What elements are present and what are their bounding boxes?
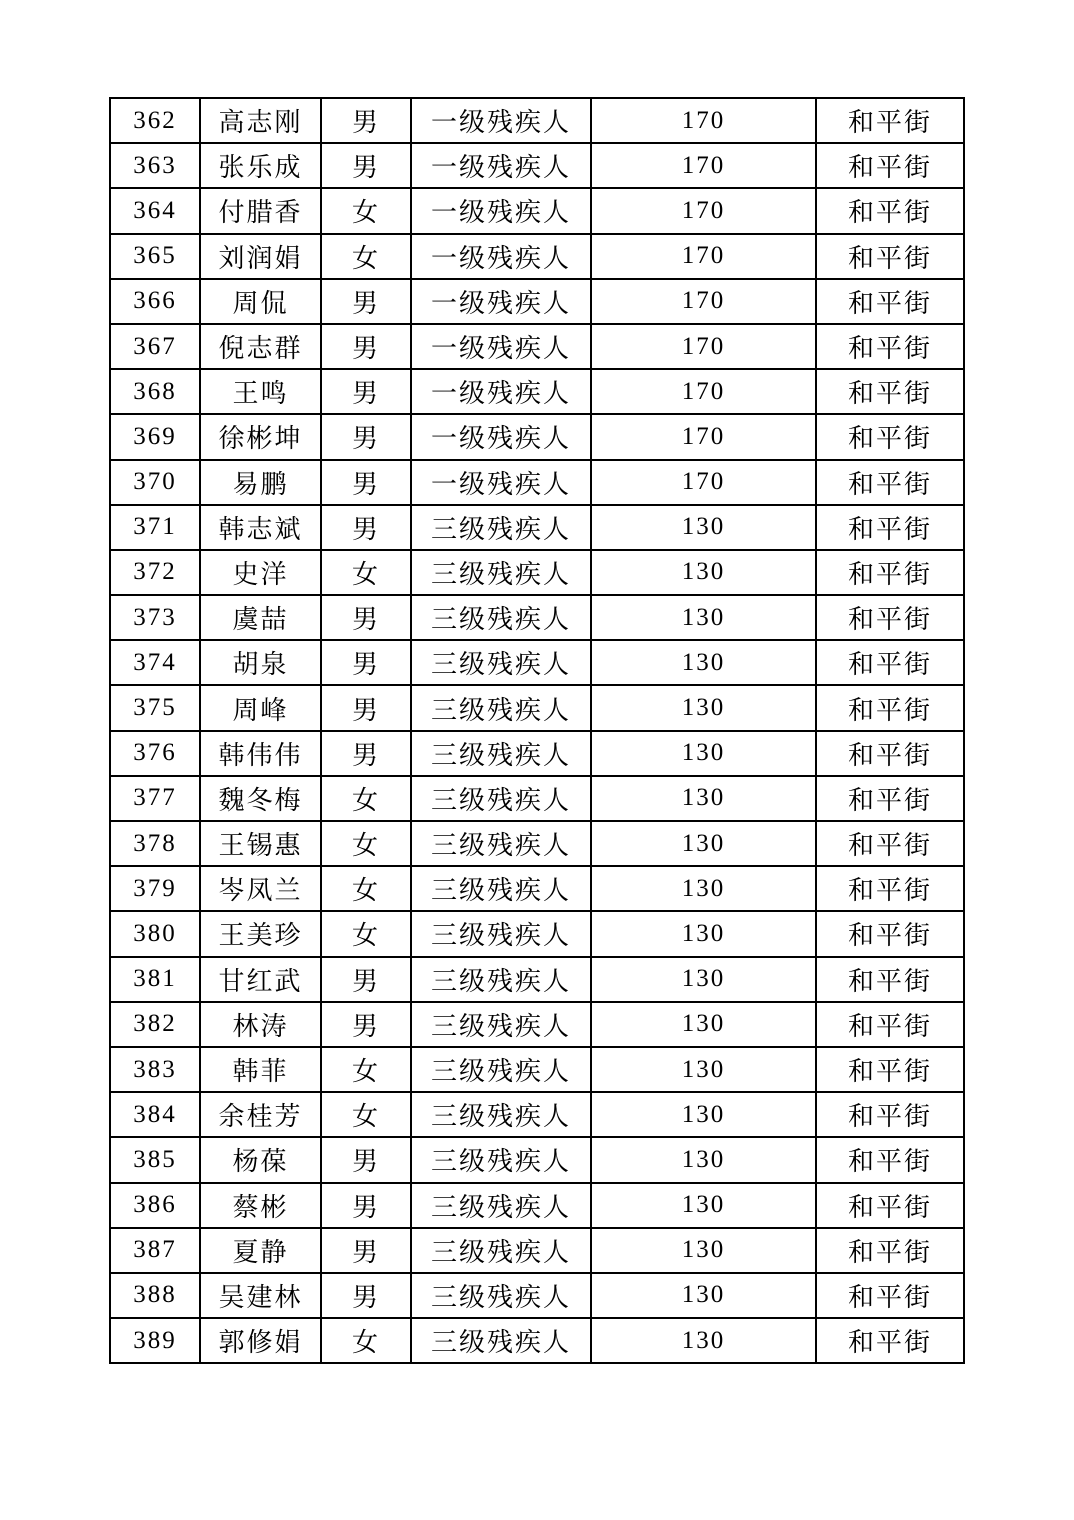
disability-level-cell: 一级残疾人 (411, 279, 591, 324)
gender-cell: 男 (321, 143, 411, 188)
table-row (110, 866, 964, 911)
disability-level-cell: 一级残疾人 (411, 143, 591, 188)
row-number-cell: 370 (110, 460, 200, 505)
row-number-cell: 381 (110, 957, 200, 1002)
row-number-cell: 378 (110, 821, 200, 866)
name-cell: 甘红武 (200, 957, 321, 1002)
gender-cell: 女 (321, 234, 411, 279)
table-row (110, 911, 964, 956)
gender-cell: 男 (321, 1228, 411, 1273)
street-cell: 和平街 (816, 911, 964, 956)
disability-level-cell: 三级残疾人 (411, 1092, 591, 1137)
gender-cell: 女 (321, 821, 411, 866)
name-cell: 王鸣 (200, 369, 321, 414)
table-row (110, 1047, 964, 1092)
amount-cell: 130 (591, 595, 816, 640)
disability-level-cell: 三级残疾人 (411, 1047, 591, 1092)
amount-cell: 130 (591, 1092, 816, 1137)
disability-level-cell: 一级残疾人 (411, 369, 591, 414)
table-row (110, 369, 964, 414)
disability-level-cell: 三级残疾人 (411, 957, 591, 1002)
street-cell: 和平街 (816, 640, 964, 685)
disability-level-cell: 三级残疾人 (411, 866, 591, 911)
disability-level-cell: 三级残疾人 (411, 640, 591, 685)
street-cell: 和平街 (816, 279, 964, 324)
row-number-cell: 362 (110, 98, 200, 143)
name-cell: 魏冬梅 (200, 776, 321, 821)
gender-cell: 男 (321, 1002, 411, 1047)
disability-level-cell: 三级残疾人 (411, 685, 591, 730)
row-number-cell: 386 (110, 1183, 200, 1228)
disability-level-cell: 三级残疾人 (411, 1183, 591, 1228)
gender-cell: 女 (321, 1047, 411, 1092)
table-row (110, 188, 964, 233)
amount-cell: 130 (591, 685, 816, 730)
name-cell: 林涛 (200, 1002, 321, 1047)
amount-cell: 130 (591, 731, 816, 776)
table-row (110, 1092, 964, 1137)
gender-cell: 男 (321, 505, 411, 550)
gender-cell: 女 (321, 866, 411, 911)
row-number-cell: 383 (110, 1047, 200, 1092)
row-number-cell: 367 (110, 324, 200, 369)
amount-cell: 130 (591, 911, 816, 956)
name-cell: 倪志群 (200, 324, 321, 369)
table-row (110, 640, 964, 685)
street-cell: 和平街 (816, 414, 964, 459)
disability-level-cell: 一级残疾人 (411, 188, 591, 233)
gender-cell: 女 (321, 1318, 411, 1363)
table-row (110, 1273, 964, 1318)
gender-cell: 女 (321, 188, 411, 233)
gender-cell: 男 (321, 1183, 411, 1228)
amount-cell: 130 (591, 1137, 816, 1182)
amount-cell: 130 (591, 1047, 816, 1092)
table-body (110, 98, 964, 1363)
disability-level-cell: 三级残疾人 (411, 505, 591, 550)
gender-cell: 女 (321, 911, 411, 956)
amount-cell: 130 (591, 550, 816, 595)
table-row (110, 1183, 964, 1228)
row-number-cell: 363 (110, 143, 200, 188)
table-row (110, 1318, 964, 1363)
name-cell: 张乐成 (200, 143, 321, 188)
amount-cell: 170 (591, 143, 816, 188)
disability-level-cell: 三级残疾人 (411, 776, 591, 821)
table-row (110, 279, 964, 324)
disability-level-cell: 一级残疾人 (411, 414, 591, 459)
disability-level-cell: 一级残疾人 (411, 324, 591, 369)
table-row (110, 505, 964, 550)
street-cell: 和平街 (816, 821, 964, 866)
amount-cell: 170 (591, 98, 816, 143)
name-cell: 韩志斌 (200, 505, 321, 550)
table-row (110, 957, 964, 1002)
amount-cell: 130 (591, 1183, 816, 1228)
row-number-cell: 371 (110, 505, 200, 550)
gender-cell: 男 (321, 685, 411, 730)
gender-cell: 男 (321, 460, 411, 505)
disability-level-cell: 三级残疾人 (411, 550, 591, 595)
street-cell: 和平街 (816, 957, 964, 1002)
street-cell: 和平街 (816, 1092, 964, 1137)
row-number-cell: 387 (110, 1228, 200, 1273)
amount-cell: 170 (591, 279, 816, 324)
amount-cell: 170 (591, 324, 816, 369)
row-number-cell: 364 (110, 188, 200, 233)
name-cell: 韩伟伟 (200, 731, 321, 776)
gender-cell: 男 (321, 1137, 411, 1182)
disability-level-cell: 三级残疾人 (411, 595, 591, 640)
name-cell: 高志刚 (200, 98, 321, 143)
gender-cell: 男 (321, 731, 411, 776)
row-number-cell: 389 (110, 1318, 200, 1363)
row-number-cell: 382 (110, 1002, 200, 1047)
disability-level-cell: 三级残疾人 (411, 1318, 591, 1363)
table-row (110, 685, 964, 730)
row-number-cell: 376 (110, 731, 200, 776)
gender-cell: 男 (321, 414, 411, 459)
street-cell: 和平街 (816, 776, 964, 821)
disability-subsidy-table (109, 97, 965, 1364)
name-cell: 岑凤兰 (200, 866, 321, 911)
amount-cell: 130 (591, 640, 816, 685)
name-cell: 韩菲 (200, 1047, 321, 1092)
street-cell: 和平街 (816, 188, 964, 233)
table-row (110, 731, 964, 776)
amount-cell: 130 (591, 957, 816, 1002)
table-row (110, 1002, 964, 1047)
row-number-cell: 372 (110, 550, 200, 595)
amount-cell: 130 (591, 776, 816, 821)
amount-cell: 170 (591, 234, 816, 279)
table-row (110, 414, 964, 459)
name-cell: 王美珍 (200, 911, 321, 956)
name-cell: 易鹏 (200, 460, 321, 505)
row-number-cell: 380 (110, 911, 200, 956)
table-row (110, 821, 964, 866)
street-cell: 和平街 (816, 1137, 964, 1182)
table-row (110, 98, 964, 143)
street-cell: 和平街 (816, 1273, 964, 1318)
amount-cell: 130 (591, 505, 816, 550)
name-cell: 周侃 (200, 279, 321, 324)
street-cell: 和平街 (816, 98, 964, 143)
name-cell: 史洋 (200, 550, 321, 595)
street-cell: 和平街 (816, 1318, 964, 1363)
amount-cell: 170 (591, 188, 816, 233)
table-row (110, 324, 964, 369)
row-number-cell: 384 (110, 1092, 200, 1137)
table-row (110, 234, 964, 279)
name-cell: 周峰 (200, 685, 321, 730)
street-cell: 和平街 (816, 1002, 964, 1047)
disability-level-cell: 一级残疾人 (411, 98, 591, 143)
gender-cell: 男 (321, 98, 411, 143)
gender-cell: 男 (321, 595, 411, 640)
street-cell: 和平街 (816, 505, 964, 550)
table-row (110, 1228, 964, 1273)
name-cell: 付腊香 (200, 188, 321, 233)
table-row (110, 143, 964, 188)
table-row (110, 776, 964, 821)
disability-level-cell: 三级残疾人 (411, 731, 591, 776)
amount-cell: 170 (591, 460, 816, 505)
disability-level-cell: 三级残疾人 (411, 821, 591, 866)
name-cell: 王锡惠 (200, 821, 321, 866)
amount-cell: 130 (591, 1228, 816, 1273)
name-cell: 郭修娟 (200, 1318, 321, 1363)
disability-level-cell: 三级残疾人 (411, 1002, 591, 1047)
street-cell: 和平街 (816, 1047, 964, 1092)
gender-cell: 男 (321, 279, 411, 324)
disability-level-cell: 三级残疾人 (411, 911, 591, 956)
street-cell: 和平街 (816, 143, 964, 188)
name-cell: 吴建林 (200, 1273, 321, 1318)
amount-cell: 130 (591, 1273, 816, 1318)
name-cell: 余桂芳 (200, 1092, 321, 1137)
disability-level-cell: 三级残疾人 (411, 1273, 591, 1318)
name-cell: 胡泉 (200, 640, 321, 685)
street-cell: 和平街 (816, 369, 964, 414)
street-cell: 和平街 (816, 866, 964, 911)
gender-cell: 女 (321, 550, 411, 595)
gender-cell: 男 (321, 1273, 411, 1318)
amount-cell: 170 (591, 369, 816, 414)
row-number-cell: 365 (110, 234, 200, 279)
name-cell: 刘润娟 (200, 234, 321, 279)
street-cell: 和平街 (816, 731, 964, 776)
amount-cell: 130 (591, 1002, 816, 1047)
disability-level-cell: 一级残疾人 (411, 460, 591, 505)
name-cell: 虞喆 (200, 595, 321, 640)
disability-level-cell: 一级残疾人 (411, 234, 591, 279)
gender-cell: 男 (321, 324, 411, 369)
name-cell: 蔡彬 (200, 1183, 321, 1228)
street-cell: 和平街 (816, 685, 964, 730)
table-row (110, 460, 964, 505)
table-row (110, 595, 964, 640)
table-row (110, 1137, 964, 1182)
name-cell: 徐彬坤 (200, 414, 321, 459)
amount-cell: 170 (591, 414, 816, 459)
street-cell: 和平街 (816, 234, 964, 279)
row-number-cell: 379 (110, 866, 200, 911)
gender-cell: 男 (321, 957, 411, 1002)
gender-cell: 女 (321, 1092, 411, 1137)
disability-level-cell: 三级残疾人 (411, 1228, 591, 1273)
row-number-cell: 368 (110, 369, 200, 414)
street-cell: 和平街 (816, 1228, 964, 1273)
gender-cell: 男 (321, 640, 411, 685)
table-row (110, 550, 964, 595)
row-number-cell: 374 (110, 640, 200, 685)
disability-level-cell: 三级残疾人 (411, 1137, 591, 1182)
street-cell: 和平街 (816, 324, 964, 369)
row-number-cell: 375 (110, 685, 200, 730)
row-number-cell: 377 (110, 776, 200, 821)
amount-cell: 130 (591, 1318, 816, 1363)
row-number-cell: 373 (110, 595, 200, 640)
gender-cell: 女 (321, 776, 411, 821)
street-cell: 和平街 (816, 460, 964, 505)
amount-cell: 130 (591, 821, 816, 866)
street-cell: 和平街 (816, 595, 964, 640)
street-cell: 和平街 (816, 1183, 964, 1228)
name-cell: 夏静 (200, 1228, 321, 1273)
amount-cell: 130 (591, 866, 816, 911)
row-number-cell: 366 (110, 279, 200, 324)
row-number-cell: 369 (110, 414, 200, 459)
street-cell: 和平街 (816, 550, 964, 595)
name-cell: 杨葆 (200, 1137, 321, 1182)
gender-cell: 男 (321, 369, 411, 414)
row-number-cell: 388 (110, 1273, 200, 1318)
row-number-cell: 385 (110, 1137, 200, 1182)
